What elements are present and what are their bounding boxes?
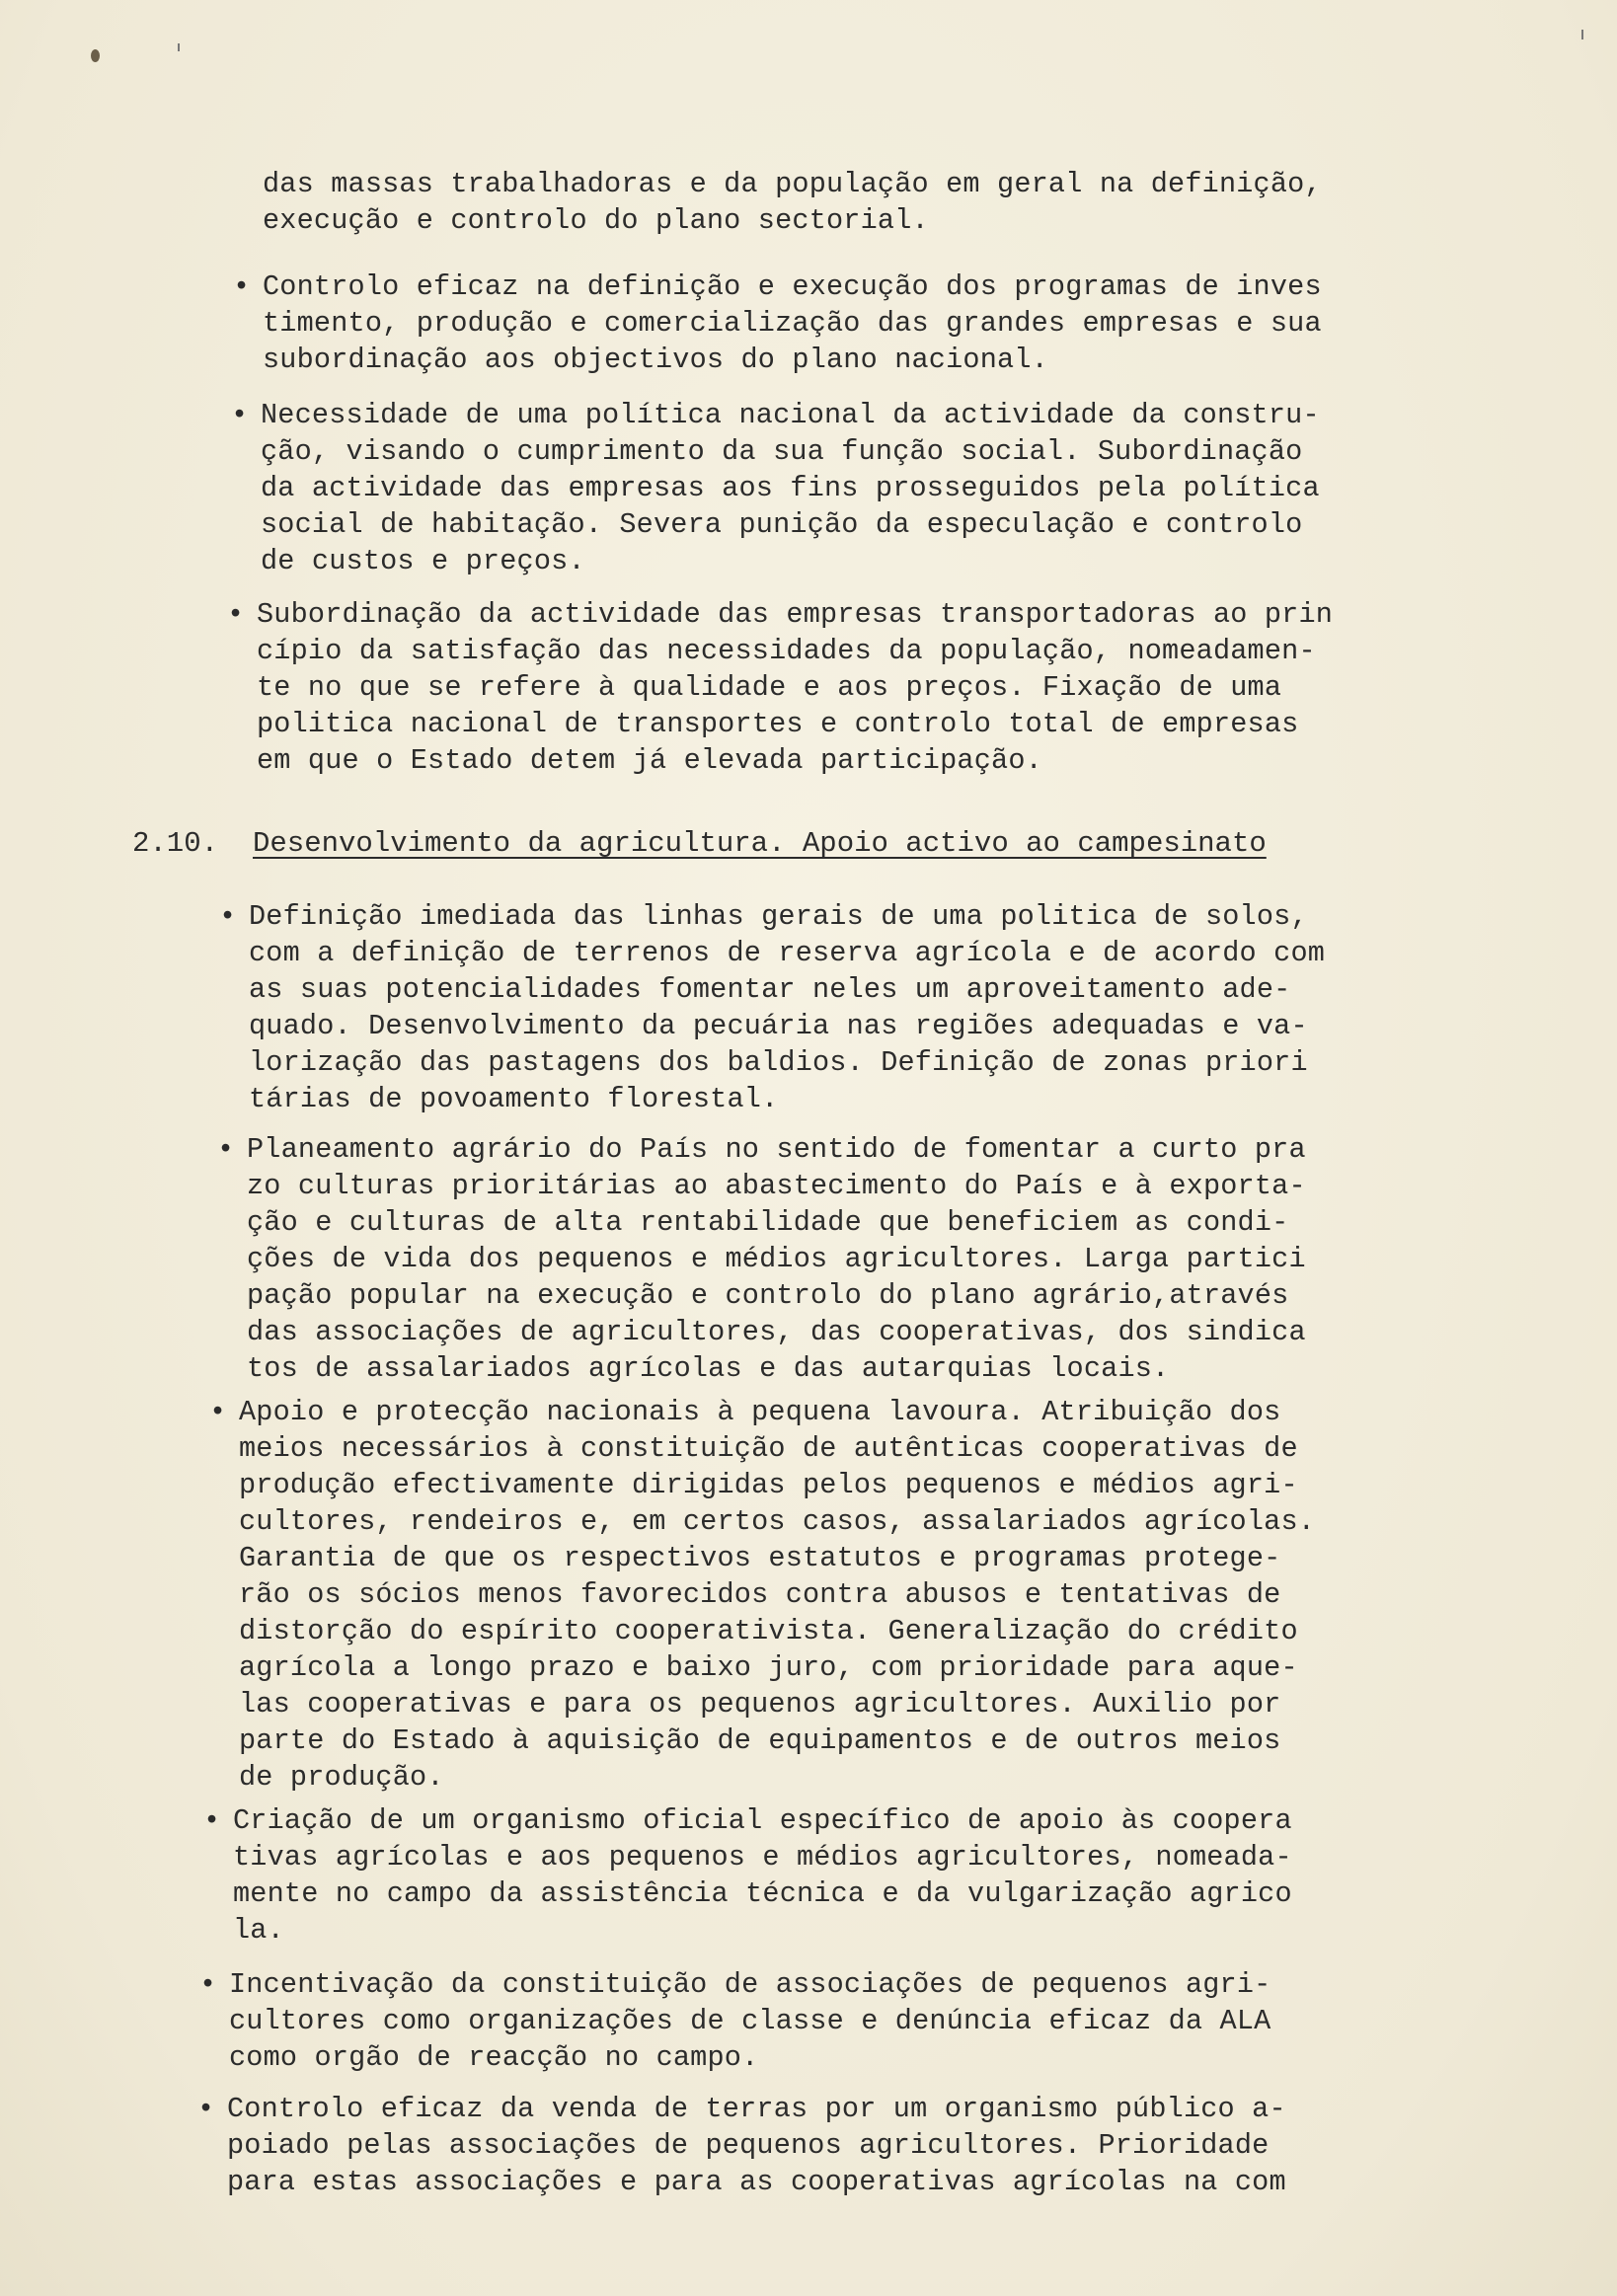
text-line: de produção. xyxy=(239,1761,444,1794)
text-line: poiado pelas associações de pequenos agricultores. Prioridade xyxy=(227,2129,1270,2162)
text-line: te no que se refere à qualidade e aos preços. Fixação de uma xyxy=(257,671,1282,704)
bullet-marker: • xyxy=(227,598,245,631)
text-line: Planeamento agrário do País no sentido de fomentar a curto pra xyxy=(247,1133,1306,1166)
text-line: pação popular na execução e controlo do plano agrário,através xyxy=(247,1279,1289,1312)
bullet-item xyxy=(233,268,1322,378)
text-line: ção e culturas de alta rentabilidade que beneficiem as condi- xyxy=(247,1206,1289,1239)
text-line: lorização das pastagens dos baldios. Definição de zonas priori xyxy=(249,1046,1308,1079)
text-line: rão os sócios menos favorecidos contra abusos e tentativas de xyxy=(239,1578,1281,1611)
text-line: Garantia de que os respectivos estatutos e programas protege- xyxy=(239,1542,1281,1574)
section-title: Desenvolvimento da agricultura. Apoio activo ao campesinato xyxy=(253,827,1267,860)
text-line: politica nacional de transportes e controlo total de empresas xyxy=(257,708,1299,740)
text-line: quado. Desenvolvimento da pecuária nas regiões adequadas e va- xyxy=(249,1010,1308,1042)
ink-mark xyxy=(1581,30,1583,39)
text-line: distorção do espírito cooperativista. Generalização do crédito xyxy=(239,1615,1298,1647)
bullet-marker: • xyxy=(217,1133,235,1166)
text-line: execução e controlo do plano sectorial. xyxy=(263,204,929,237)
bullet-marker: • xyxy=(199,1968,217,2001)
text-line: em que o Estado detem já elevada participação. xyxy=(257,744,1042,777)
text-line: da actividade das empresas aos fins prosseguidos pela política xyxy=(261,472,1320,504)
ink-speck xyxy=(91,49,100,62)
text-line: meios necessários à constituição de autênticas cooperativas de xyxy=(239,1432,1298,1465)
text-line: social de habitação. Severa punição da especulação e controlo xyxy=(261,508,1303,541)
text-line: mente no campo da assistência técnica e da vulgarização agrico xyxy=(233,1877,1292,1910)
bullet-marker: • xyxy=(209,1396,227,1428)
text-line: das massas trabalhadoras e da população em geral na definição, xyxy=(263,168,1322,200)
text-line: Controlo eficaz na definição e execução dos programas de inves xyxy=(263,270,1322,303)
bullet-marker: • xyxy=(197,2093,215,2125)
text-line: las cooperativas e para os pequenos agricultores. Auxilio por xyxy=(239,1688,1281,1721)
text-line: Criação de um organismo oficial específico de apoio às coopera xyxy=(233,1804,1292,1837)
text-line: tárias de povoamento florestal. xyxy=(249,1083,779,1115)
text-line: Subordinação da actividade das empresas transportadoras ao prin xyxy=(257,598,1334,631)
bullet-item xyxy=(203,1802,1292,1949)
text-line: agrícola a longo prazo e baixo juro, com prioridade para aque- xyxy=(239,1651,1298,1684)
text-line: produção efectivamente dirigidas pelos pequenos e médios agri- xyxy=(239,1469,1298,1501)
text-line: Apoio e protecção nacionais à pequena lavoura. Atribuição dos xyxy=(239,1396,1281,1428)
bullet-item xyxy=(217,1131,1306,1387)
text-line: cultores como organizações de classe e denúncia eficaz da ALA xyxy=(229,2005,1271,2037)
text-line: de custos e preços. xyxy=(261,545,585,577)
bullet-item xyxy=(227,596,1334,779)
bullet-marker: • xyxy=(203,1804,221,1837)
ink-mark xyxy=(178,43,180,51)
bullet-item xyxy=(231,397,1320,579)
text-line: Controlo eficaz da venda de terras por um organismo público a- xyxy=(227,2093,1286,2125)
text-line: Necessidade de uma política nacional da actividade da constru- xyxy=(261,399,1320,431)
text-line: timento, produção e comercialização das grandes empresas e sua xyxy=(263,307,1322,340)
bullet-item xyxy=(199,1966,1271,2076)
bullet-marker: • xyxy=(231,399,249,431)
text-line: com a definição de terrenos de reserva agrícola e de acordo com xyxy=(249,937,1326,969)
text-line: as suas potencialidades fomentar neles um aproveitamento ade- xyxy=(249,973,1291,1006)
text-line: ção, visando o cumprimento da sua função social. Subordinação xyxy=(261,435,1303,468)
text-line: das associações de agricultores, das cooperativas, dos sindica xyxy=(247,1316,1306,1348)
text-line: para estas associações e para as cooperativas agrícolas na com xyxy=(227,2166,1286,2198)
bullet-item xyxy=(197,2091,1286,2200)
text-line: tivas agrícolas e aos pequenos e médios agricultores, nomeada- xyxy=(233,1841,1292,1874)
text-line: como orgão de reacção no campo. xyxy=(229,2041,759,2074)
bullet-item xyxy=(219,898,1326,1117)
bullet-item xyxy=(209,1394,1316,1796)
text-line: Definição imediada das linhas gerais de uma politica de solos, xyxy=(249,900,1308,933)
text-line: ções de vida dos pequenos e médios agricultores. Larga partici xyxy=(247,1243,1306,1275)
bullet-marker: • xyxy=(219,900,237,933)
text-line: subordinação aos objectivos do plano nacional. xyxy=(263,344,1048,376)
text-line: la. xyxy=(233,1914,284,1947)
text-line: tos de assalariados agrícolas e das autarquias locais. xyxy=(247,1352,1170,1385)
text-line: parte do Estado à aquisição de equipamentos e de outros meios xyxy=(239,1724,1281,1757)
section-number: 2.10. xyxy=(132,827,219,860)
bullet-marker: • xyxy=(233,270,251,303)
text-line: Incentivação da constituição de associações de pequenos agri- xyxy=(229,1968,1271,2001)
intro-paragraph xyxy=(263,166,1322,239)
text-line: cultores, rendeiros e, em certos casos, assalariados agrícolas. xyxy=(239,1505,1316,1538)
text-line: zo culturas prioritárias ao abastecimento do País e à exporta- xyxy=(247,1170,1306,1202)
text-line: cípio da satisfação das necessidades da população, nomeadamen- xyxy=(257,635,1316,667)
